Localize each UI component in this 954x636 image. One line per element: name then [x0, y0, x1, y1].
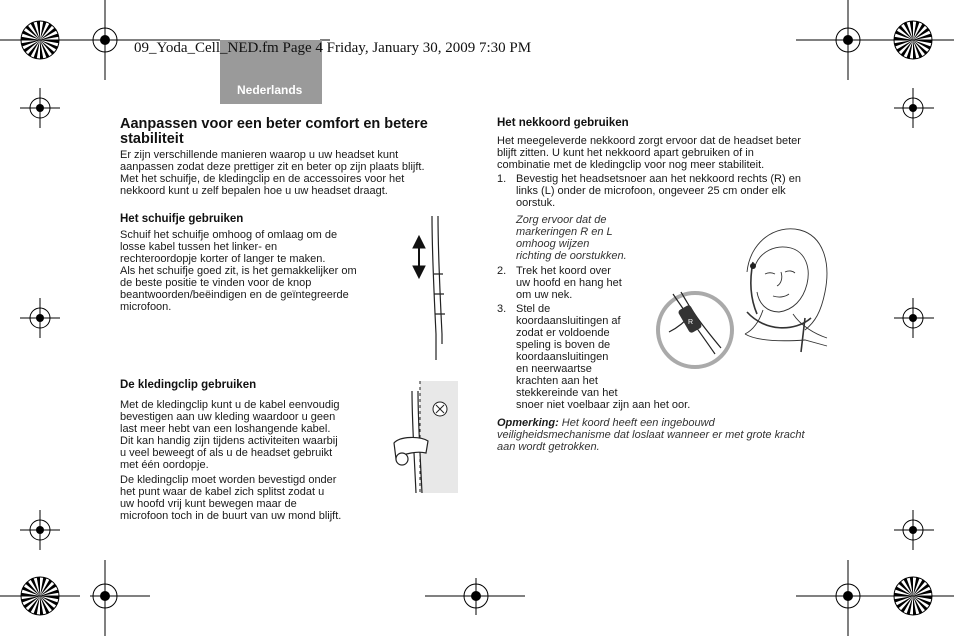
starburst-ray: [913, 40, 928, 55]
text-line: losse kabel tussen het linker- en: [120, 241, 278, 253]
text-line: markeringen R en L: [516, 226, 613, 238]
text-line: last meer hebt van een loshangende kabel.: [120, 423, 331, 435]
text-line: Het meegeleverde nekkoord zorgt ervoor dat de headset beter: [497, 135, 801, 147]
step-number: 3.: [497, 303, 507, 315]
text-line: speling is boven de: [516, 339, 611, 351]
text-line: De kledingclip moet worden bevestigd onder: [120, 474, 337, 486]
text-line: Er zijn verschillende manieren waarop u uw headset kunt: [120, 149, 399, 161]
section-title: Aanpassen voor een beter comfort en betere stabiliteit: [120, 116, 428, 147]
text-line: en neerwaartse: [516, 363, 592, 375]
text-line: het punt waar de kabel zich splitst zodat u: [120, 486, 325, 498]
text-line: microfoon toch in de buurt van uw mond blijft.: [120, 510, 342, 522]
text-line: omhoog wijzen: [516, 238, 590, 250]
starburst-ray: [898, 581, 913, 596]
slider-heading: Het schuifje gebruiken: [120, 213, 244, 225]
text-line: beantwoorden/beëindigen en de geïntegreerde: [120, 289, 349, 301]
text-line: bevestigen aan uw kleding waardoor u geen: [120, 411, 336, 423]
neck-intro: [497, 135, 842, 171]
text-line: Bevestig het headsetsnoer aan het nekkoord rechts (R) en: [516, 173, 801, 185]
text-line: blijft zitten. U kunt het nekkoord apart gebruiken of in: [497, 147, 754, 159]
starburst-ray: [40, 40, 55, 55]
clip-paragraph-1: [120, 399, 380, 471]
starburst-ray: [25, 25, 40, 40]
remark-text-line: aan wordt getrokken.: [497, 441, 600, 453]
text-line: microfoon.: [120, 301, 172, 313]
neck-heading: Het nekkoord gebruiken: [497, 117, 629, 129]
step-1: [497, 173, 842, 213]
text-line: Met de kledingclip kunt u de kabel eenvoudig: [120, 399, 340, 411]
text-line: zodat er voldoende: [516, 327, 610, 339]
text-line: stekkereinde van het: [516, 387, 618, 399]
text-line: Zorg ervoor dat de: [516, 214, 607, 226]
text-line: u veel beweegt of als u de headset gebruikt: [120, 447, 333, 459]
text-line: uw hoofd vrij kunt bewegen maar de: [120, 498, 297, 510]
neck-marker-label: R: [688, 319, 694, 326]
text-line: rechteroordopje korter of langer te maken.: [120, 253, 326, 265]
text-line: uw hoofd en hang het: [516, 277, 622, 289]
text-line: nekkoord kunt u zelf bepalen hoe u uw headset draagt.: [120, 185, 388, 197]
intro-paragraph: [120, 149, 460, 197]
clothing-clip-illustration: [390, 381, 458, 493]
remark: [497, 417, 842, 453]
text-line: om uw nek.: [516, 289, 573, 301]
text-line: richting de oorstukken.: [516, 250, 627, 262]
remark-label: Opmerking:: [497, 417, 559, 429]
remark-text-line: veiligheidsmechanisme dat loslaat wanneer er met grote kracht: [497, 429, 805, 441]
remark-text-line: Het koord heeft een ingebouwd: [561, 417, 715, 429]
text-line: Stel de: [516, 303, 551, 315]
neckcord-illustration: [655, 222, 831, 372]
text-line: koordaansluitingen af: [516, 315, 621, 327]
step-number: 2.: [497, 265, 507, 277]
clip-paragraph-2: [120, 474, 390, 522]
text-line: links (L) onder de microfoon, ongeveer 25 cm onder elk: [516, 185, 786, 197]
slider-illustration: [410, 214, 450, 362]
language-tab-label: Nederlands: [237, 83, 303, 97]
text-line: krachten aan het: [516, 375, 598, 387]
text-line: Met het schuifje, de kledingclip en de accessoires voor het: [120, 173, 405, 185]
text-line: Dit kan handig zijn tijdens activiteiten waarbij: [120, 435, 338, 447]
text-line: de beste positie te vinden voor de knop: [120, 277, 312, 289]
step-2: [497, 265, 647, 303]
text-line: snoer niet voelbaar zijn aan het oor.: [516, 399, 691, 411]
text-line: aanpassen zodat deze prettiger zit en beter op zijn plaats blijft.: [120, 161, 425, 173]
file-header-line: 09_Yoda_Cell_NED.fm Page 4 Friday, January 30, 2009 7:30 PM: [134, 40, 532, 56]
starburst-ray: [40, 596, 55, 611]
text-line: Als het schuifje goed zit, is het gemakkelijker om: [120, 265, 357, 277]
text-line: met één oordopje.: [120, 459, 209, 471]
clip-heading: De kledingclip gebruiken: [120, 379, 257, 391]
text-line: oorstuk.: [516, 197, 556, 209]
text-line: Schuif het schuifje omhoog of omlaag om de: [120, 229, 338, 241]
step-1-note: [516, 214, 666, 262]
slider-paragraph: [120, 229, 390, 313]
text-line: Trek het koord over: [516, 265, 611, 277]
step-number: 1.: [497, 173, 507, 185]
starburst-ray: [913, 596, 928, 611]
text-line: combinatie met de kledingclip voor nog meer stabiliteit.: [497, 159, 765, 171]
text-line: koordaansluitingen: [516, 351, 609, 363]
starburst-ray: [898, 25, 913, 40]
starburst-ray: [25, 581, 40, 596]
